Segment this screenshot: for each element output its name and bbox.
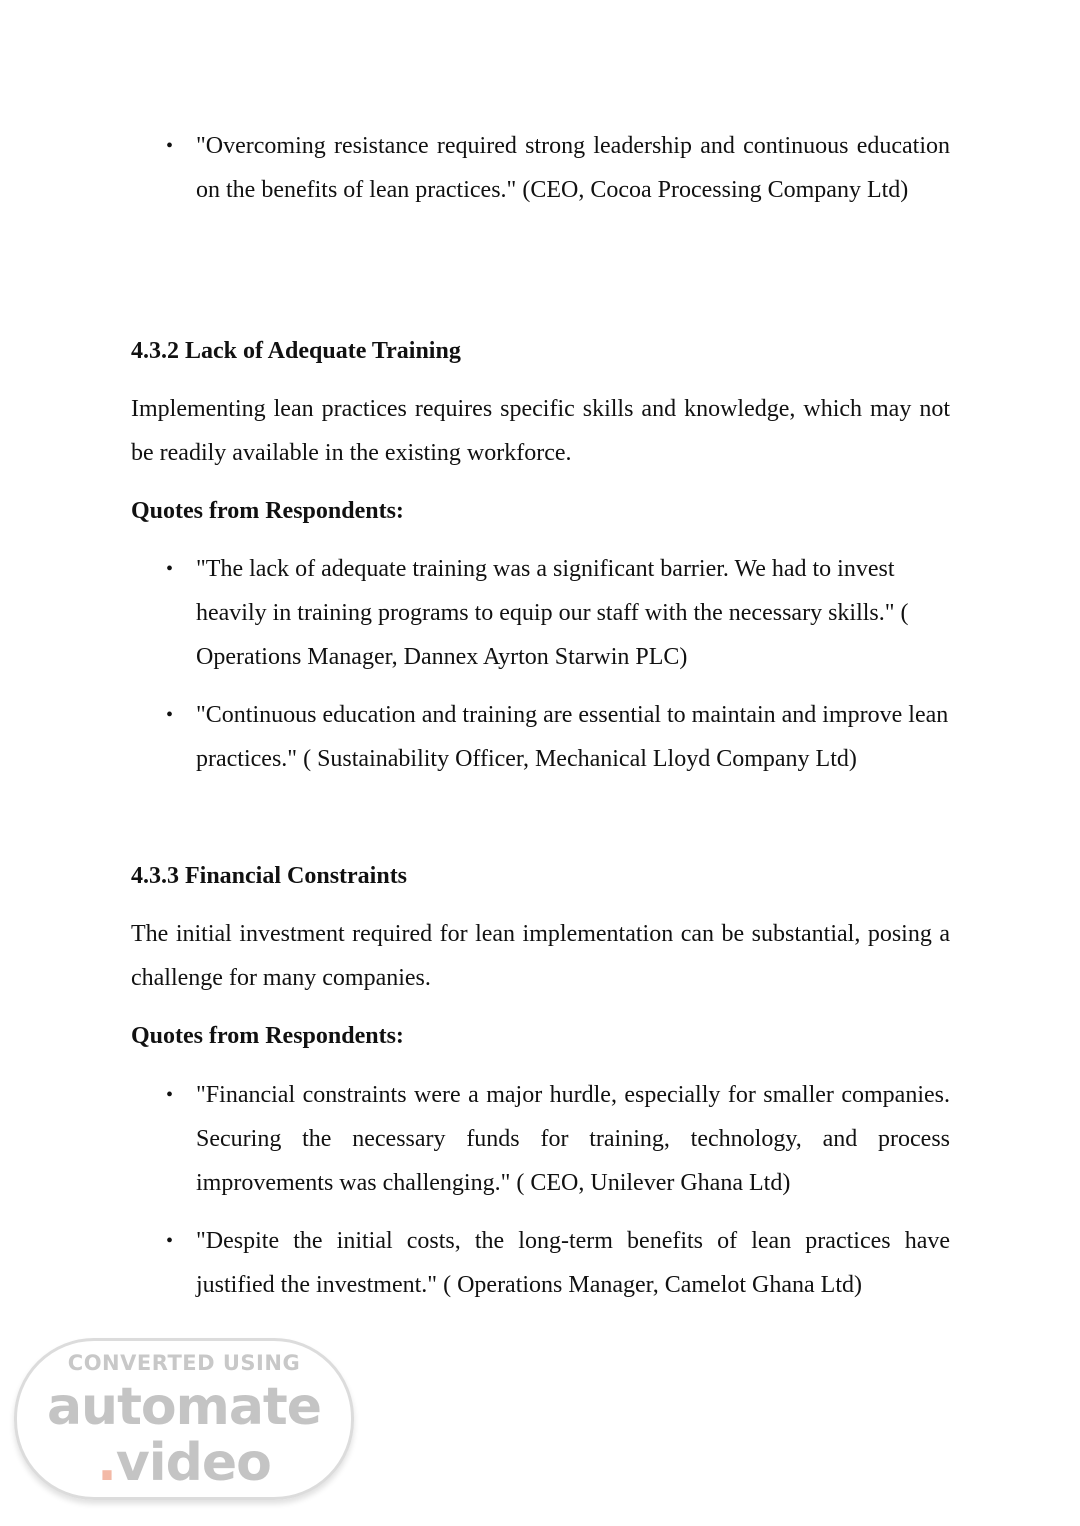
quotes-label: Quotes from Respondents: bbox=[131, 498, 404, 524]
bullet-icon: • bbox=[166, 135, 174, 157]
list-item bbox=[166, 547, 950, 679]
list-item bbox=[166, 1073, 950, 1205]
watermark-suffix-text: video bbox=[115, 1433, 271, 1493]
bullet-icon: • bbox=[166, 1084, 174, 1106]
section-body-training: Implementing lean practices requires specific skills and knowledge, which may not be readily available in the existing workforce. bbox=[131, 396, 950, 466]
section-body-financial: The initial investment required for lean implementation can be substantial, posing a challenge for many companies. bbox=[131, 921, 950, 991]
list-item bbox=[166, 1219, 950, 1307]
quote-text: "Continuous education and training are essential to maintain and improve lean practices." ( Sustainability Officer, Mechanical Lloyd Company Ltd) bbox=[196, 702, 949, 772]
quote-text: "Overcoming resistance required strong leadership and continuous education on the benefits of lean practices." (CEO, Cocoa Processing Company Ltd) bbox=[196, 133, 950, 203]
watermark-wordmark: automate bbox=[46, 1377, 322, 1437]
list-item bbox=[166, 124, 950, 212]
bullet-icon: • bbox=[166, 558, 174, 580]
watermark-wordmark-suffix bbox=[17, 1433, 351, 1493]
section-heading-training: 4.3.2 Lack of Adequate Training bbox=[131, 338, 461, 364]
watermark-logo bbox=[14, 1338, 354, 1500]
watermark-caption: CONVERTED USING bbox=[67, 1351, 301, 1375]
bullet-icon: • bbox=[166, 1230, 174, 1252]
quotes-label: Quotes from Respondents: bbox=[131, 1023, 404, 1049]
section-heading-financial: 4.3.3 Financial Constraints bbox=[131, 863, 408, 889]
bullet-icon: • bbox=[166, 704, 174, 726]
list-item bbox=[166, 693, 950, 781]
watermark-dot: . bbox=[97, 1433, 116, 1493]
quote-text: "Despite the initial costs, the long-term benefits of lean practices have justified the investment." ( Operations Manager, Camelot Ghana Ltd) bbox=[196, 1228, 950, 1298]
quote-text: "Financial constraints were a major hurdle, especially for smaller companies. Securing the necessary funds for training, technology, and process improvements was challenging." ( CEO, Unilever Ghana Ltd) bbox=[196, 1082, 950, 1196]
quote-text: "The lack of adequate training was a significant barrier. We had to invest heavily in training programs to equip our staff with the necessary skills." ( Operations Manager, Dannex Ayrton Starwin PLC) bbox=[196, 556, 909, 670]
